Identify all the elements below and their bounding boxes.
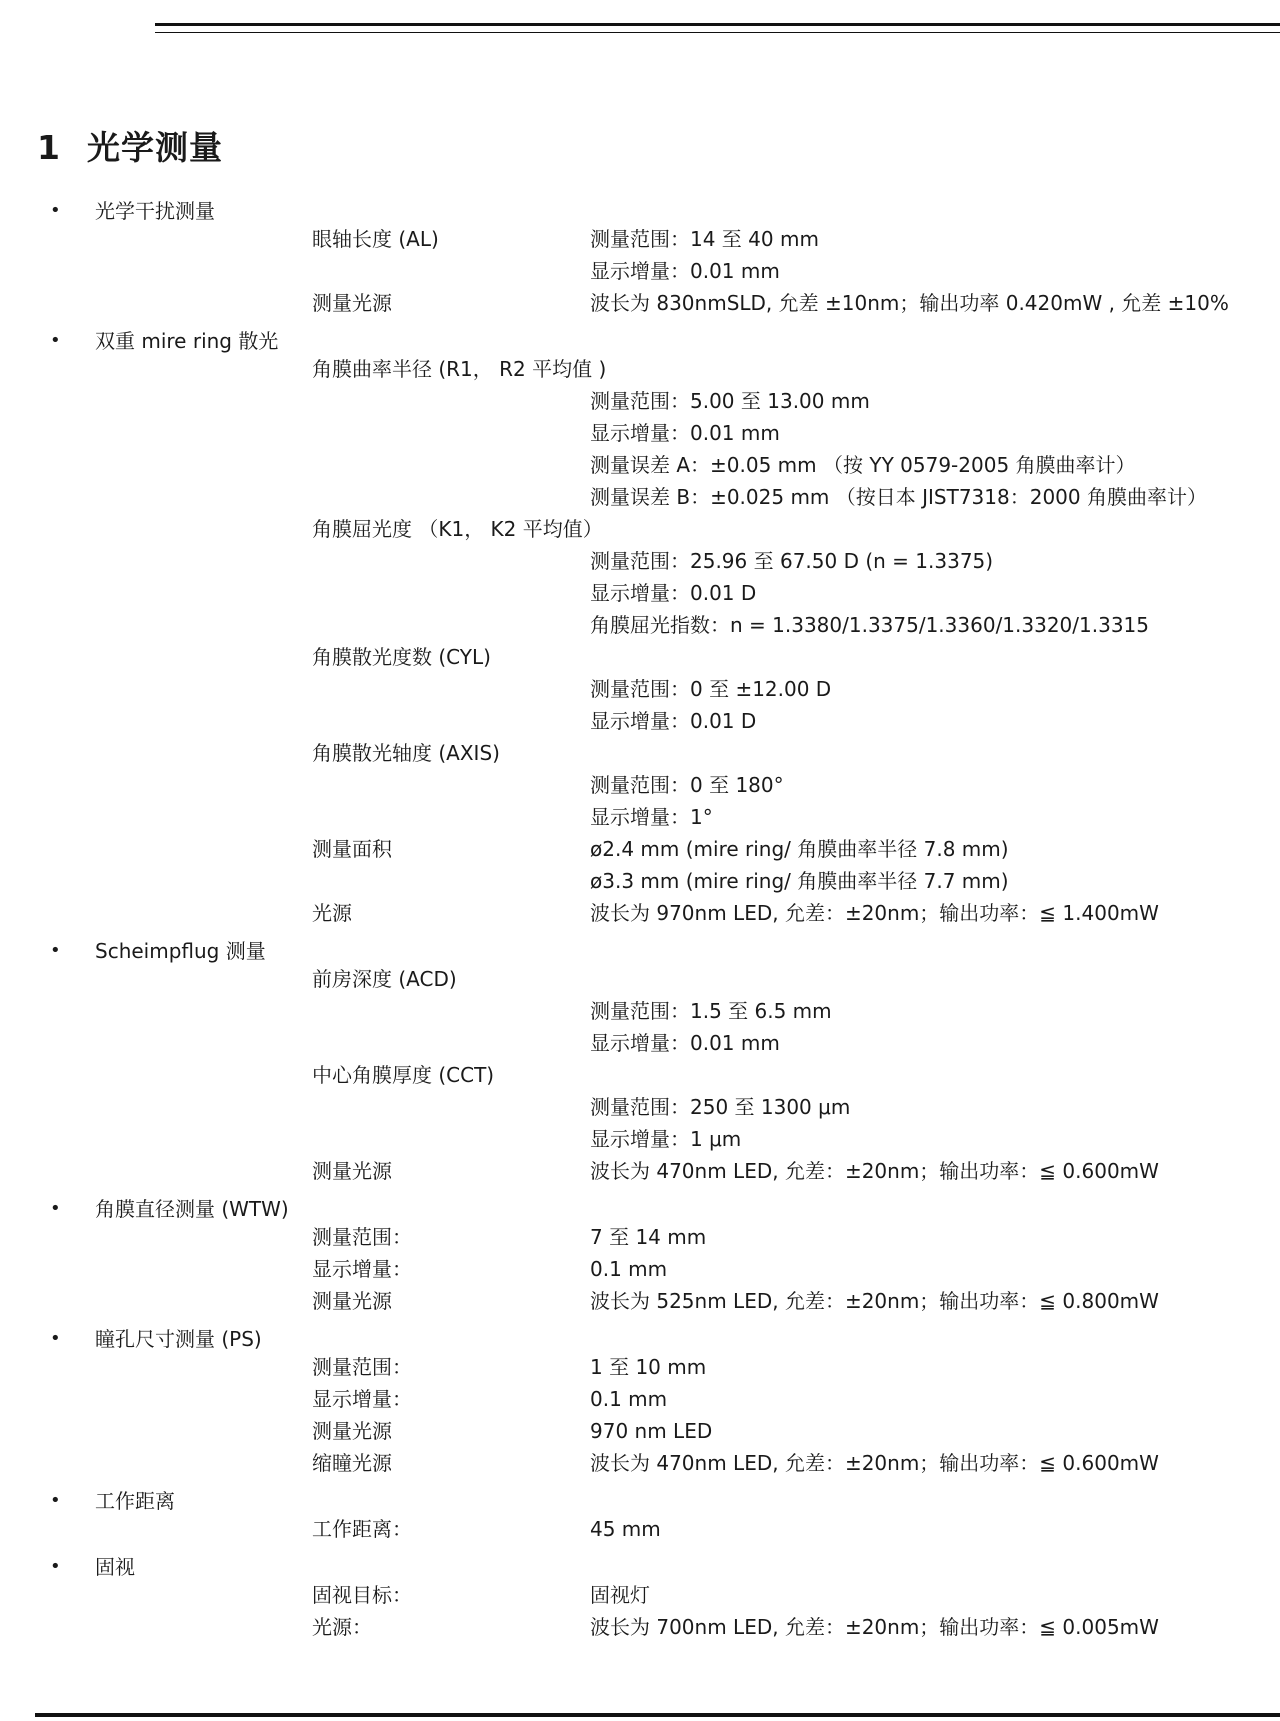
spec-value: 波长为 470nm LED, 允差：±20nm；输出功率：≦ 0.600mW bbox=[590, 1159, 1159, 1183]
spec-label: 缩瞳光源 bbox=[312, 1451, 392, 1475]
spec-value: 测量误差 B：±0.025 mm （按日本 JIST7318：2000 角膜曲率计） bbox=[590, 485, 1207, 509]
header-rule-thin bbox=[155, 32, 1280, 33]
section-title: 双重 mire ring 散光 bbox=[95, 329, 279, 353]
spec-value: 测量范围：0 至 180° bbox=[590, 773, 784, 797]
heading-title: 光学测量 bbox=[87, 128, 223, 167]
spec-label: 测量光源 bbox=[312, 291, 392, 315]
spec-value: 测量范围：250 至 1300 μm bbox=[590, 1095, 851, 1119]
spec-label: 测量光源 bbox=[312, 1159, 392, 1183]
spec-value: 1 至 10 mm bbox=[590, 1355, 707, 1379]
spec-value: 测量范围：25.96 至 67.50 D (n = 1.3375) bbox=[590, 549, 994, 573]
spec-value: 7 至 14 mm bbox=[590, 1225, 707, 1249]
spec-value: 测量范围：1.5 至 6.5 mm bbox=[590, 999, 832, 1023]
section-title: 固视 bbox=[95, 1555, 135, 1579]
spec-label: 中心角膜厚度 (CCT) bbox=[312, 1063, 495, 1087]
spec-value: 波长为 525nm LED, 允差：±20nm；输出功率：≦ 0.800mW bbox=[590, 1289, 1159, 1313]
spec-value: 0.1 mm bbox=[590, 1387, 668, 1411]
spec-value: ø2.4 mm (mire ring/ 角膜曲率半径 7.8 mm) bbox=[590, 837, 1009, 861]
spec-value: 0.1 mm bbox=[590, 1257, 668, 1281]
spec-value: 显示增量：0.01 mm bbox=[590, 259, 780, 283]
spec-label: 角膜散光轴度 (AXIS) bbox=[312, 741, 500, 765]
spec-label: 固视目标： bbox=[312, 1583, 412, 1607]
spec-value: 固视灯 bbox=[590, 1583, 650, 1607]
spec-value: 波长为 970nm LED, 允差：±20nm；输出功率：≦ 1.400mW bbox=[590, 901, 1159, 925]
spec-label: 显示增量： bbox=[312, 1387, 412, 1411]
spec-value: 波长为 700nm LED, 允差：±20nm；输出功率：≦ 0.005mW bbox=[590, 1615, 1159, 1639]
header-rule bbox=[155, 23, 1280, 26]
spec-label: 显示增量： bbox=[312, 1257, 412, 1281]
spec-value: 测量范围：5.00 至 13.00 mm bbox=[590, 389, 870, 413]
spec-value: 45 mm bbox=[590, 1517, 661, 1541]
spec-label: 测量范围： bbox=[312, 1355, 412, 1379]
bullet-icon: • bbox=[50, 330, 61, 351]
spec-label: 光源： bbox=[312, 1615, 372, 1639]
footer-rule bbox=[35, 1713, 1280, 1717]
section-title: 瞳孔尺寸测量 (PS) bbox=[95, 1327, 262, 1351]
spec-value: 显示增量：0.01 D bbox=[590, 581, 757, 605]
spec-value: 测量范围：14 至 40 mm bbox=[590, 227, 819, 251]
spec-value: 测量误差 A：±0.05 mm （按 YY 0579-2005 角膜曲率计） bbox=[590, 453, 1136, 477]
bullet-icon: • bbox=[50, 940, 61, 961]
spec-value: 显示增量：1 μm bbox=[590, 1127, 742, 1151]
spec-value: 测量范围：0 至 ±12.00 D bbox=[590, 677, 832, 701]
spec-value: 显示增量：0.01 mm bbox=[590, 421, 780, 445]
section-title: 光学干扰测量 bbox=[95, 199, 215, 223]
spec-label: 测量面积 bbox=[312, 837, 392, 861]
section-heading bbox=[37, 128, 223, 168]
spec-value: 角膜屈光指数：n = 1.3380/1.3375/1.3360/1.3320/1.3315 bbox=[590, 613, 1150, 637]
bullet-icon: • bbox=[50, 200, 61, 221]
section-title: 角膜直径测量 (WTW) bbox=[95, 1197, 289, 1221]
spec-value: ø3.3 mm (mire ring/ 角膜曲率半径 7.7 mm) bbox=[590, 869, 1009, 893]
bullet-icon: • bbox=[50, 1328, 61, 1349]
spec-label: 前房深度 (ACD) bbox=[312, 967, 457, 991]
spec-value: 波长为 470nm LED, 允差：±20nm；输出功率：≦ 0.600mW bbox=[590, 1451, 1159, 1475]
spec-label: 测量范围： bbox=[312, 1225, 412, 1249]
spec-label: 光源 bbox=[312, 901, 352, 925]
spec-value: 波长为 830nmSLD, 允差 ±10nm；输出功率 0.420mW , 允差 ±10% bbox=[590, 291, 1229, 315]
spec-label: 测量光源 bbox=[312, 1419, 392, 1443]
spec-value: 970 nm LED bbox=[590, 1419, 713, 1443]
spec-label: 角膜曲率半径 (R1， R2 平均值 ) bbox=[312, 357, 607, 381]
spec-label: 测量光源 bbox=[312, 1289, 392, 1313]
spec-value: 显示增量：0.01 mm bbox=[590, 1031, 780, 1055]
section-title: 工作距离 bbox=[95, 1489, 175, 1513]
spec-label: 角膜散光度数 (CYL) bbox=[312, 645, 491, 669]
bullet-icon: • bbox=[50, 1490, 61, 1511]
spec-label: 角膜屈光度 （K1， K2 平均值） bbox=[312, 517, 603, 541]
heading-number: 1 bbox=[37, 128, 61, 167]
spec-value: 显示增量：0.01 D bbox=[590, 709, 757, 733]
spec-label: 眼轴长度 (AL) bbox=[312, 227, 439, 251]
spec-label: 工作距离： bbox=[312, 1517, 412, 1541]
section-title: Scheimpflug 测量 bbox=[95, 939, 266, 963]
bullet-icon: • bbox=[50, 1198, 61, 1219]
bullet-icon: • bbox=[50, 1556, 61, 1577]
spec-value: 显示增量：1° bbox=[590, 805, 713, 829]
